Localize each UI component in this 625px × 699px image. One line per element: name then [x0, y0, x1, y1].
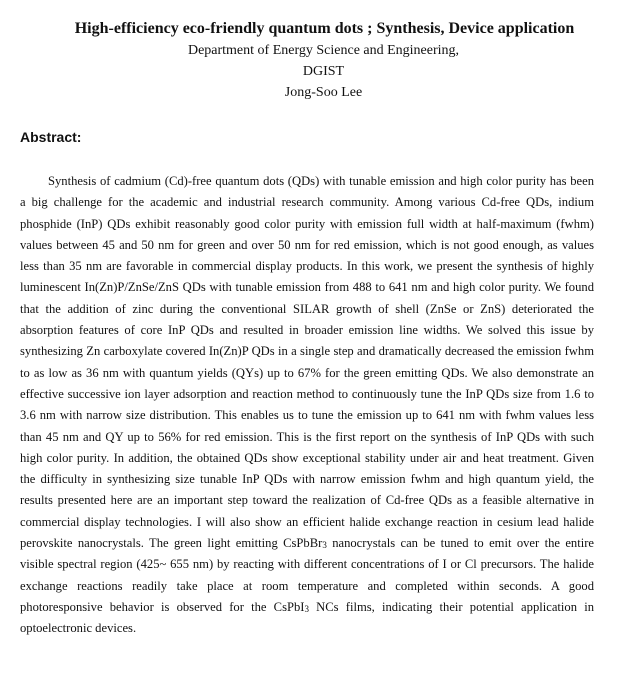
- abstract-paragraph: [20, 171, 594, 640]
- abstract-text-part-3: NCs films, indicating their potential application in optoelectronic devices.: [20, 599, 594, 636]
- abstract-text-part-1: Synthesis of cadmium (Cd)-free quantum dots (QDs) with tunable emission and high color purity has been a big challenge for the academic and industrial research community. Among various Cd-free QDs, indium phosphide (InP) QDs exhibit reasonably good color purity with emission full width at half-maximum (fwhm) values between 45 and 50 nm for green and over 50 nm for red emission, which is not good enough, as values less than 35 nm are favorable in commercial display products. In this work, we present the synthesis of highly luminescent In(Zn)P/ZnSe/ZnS QDs with tunable emission from 488 to 641 nm and high color purity. We found that the addition of zinc during the conventional SILAR growth of shell (ZnSe or ZnS) deteriorated the absorption features of core InP QDs and resulted in broader emission line widths. We solved this issue by synthesizing Zn carboxylate covered In(Zn)P QDs in a single step and dramatically decreased the emission fwhm to as low as 36 nm with quantum yields (QYs) up to 67% for the green emitting QDs. We also demonstrate an effective successive ion layer adsorption and reaction method to continuously tune the InP QDs size from 1.6 to 3.6 nm with narrow size distribution. This enables us to tune the emission up to 641 nm with fwhm values less than 45 nm and QY up to 56% for red emission. This is the first report on the synthesis of InP QDs with such high color purity. In addition, the obtained QDs show exceptional stability under air and heat treatment. Given the difficulty in synthesizing size tunable InP QDs with narrow emission fwhm and high quantum yield, the results presented here are an important step toward the realization of Cd-free QDs as a feasible alternative in commercial display technologies. I will also show an efficient halide exchange reaction in cesium lead halide perovskite nanocrystals. The green light emitting CsPbBr: [20, 174, 594, 551]
- abstract-heading: Abstract:: [20, 129, 82, 145]
- abstract-text-part-2: nanocrystals can be tuned to emit over the entire visible spectral region (425~ 655 nm) by reacting with different concentrations of I or Cl precursors. The halide exchange reactions readily take place at room temperature and completed within seconds. A good photoresponsive behavior is observed for the CsPbI: [20, 536, 594, 614]
- document-title: High-efficiency eco-friendly quantum dots ; Synthesis, Device application: [74, 20, 575, 37]
- institution-line: DGIST: [302, 64, 345, 79]
- author-line: Jong-Soo Lee: [284, 85, 363, 100]
- subscript-3-bromide: 3: [322, 540, 327, 551]
- subscript-3-iodide: 3: [304, 603, 309, 614]
- document-header: [0, 18, 625, 103]
- department-line: Department of Energy Science and Engineering,: [187, 43, 460, 58]
